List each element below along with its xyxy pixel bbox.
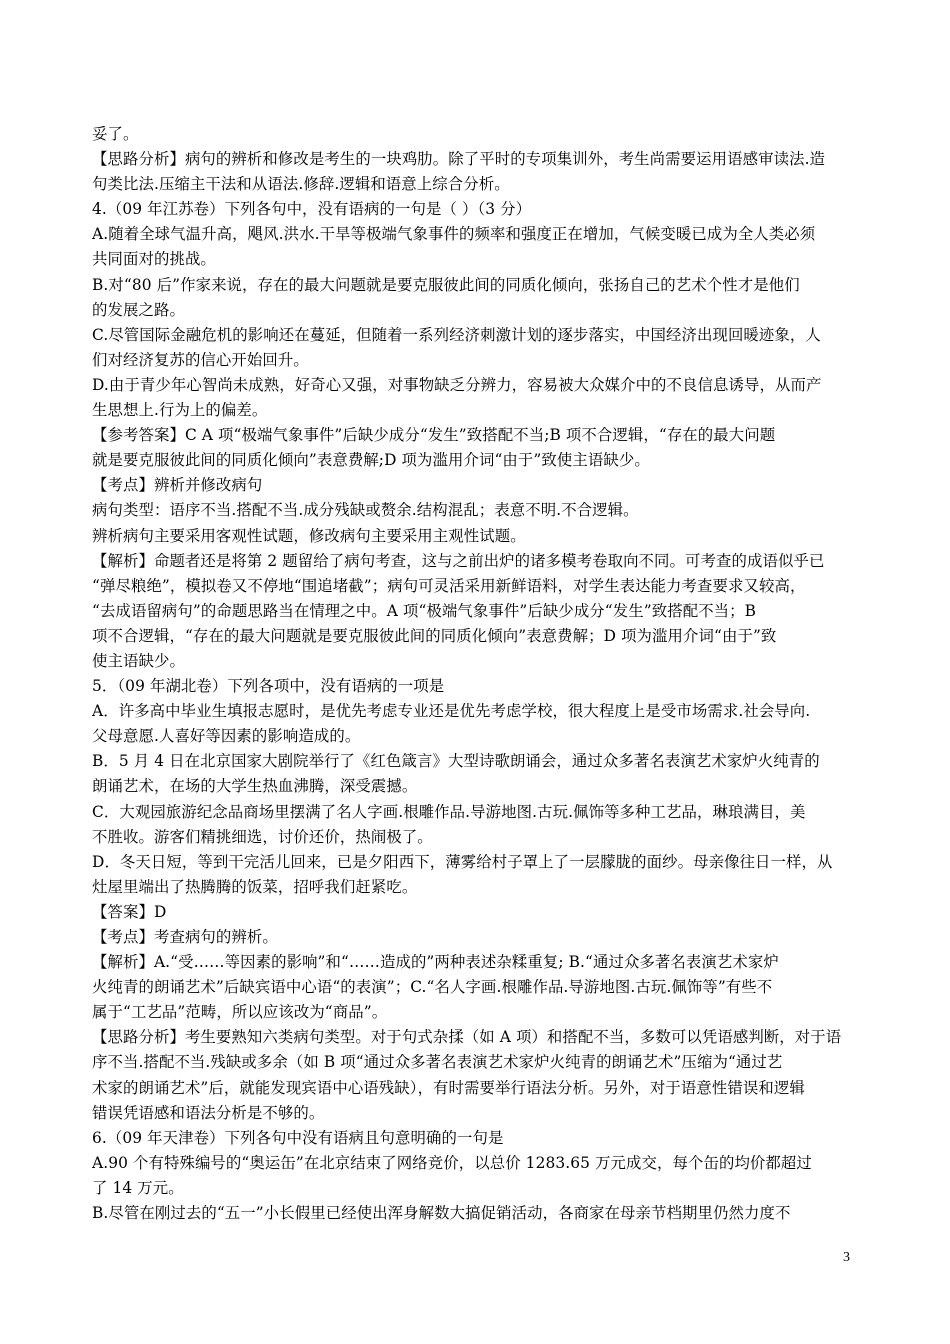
text-line bbox=[92, 1226, 862, 1251]
text-line: 【解析】命题者还是将第 2 题留给了病句考查，这与之前出炉的诸多模考卷取向不同。可考查的成语似乎已 bbox=[92, 551, 825, 570]
text-line: 4.（09 年江苏卷）下列各句中，没有语病的一句是（ ）（3 分） bbox=[92, 200, 532, 219]
text-line: 属于“工艺品”范畴，所以应该改为“商品”。 bbox=[92, 1003, 388, 1022]
text-line: B.对“80 后”作家来说，存在的最大问题就是要克服彼此间的同质化倾向，张扬自己的艺术个性才是他们 bbox=[92, 275, 800, 294]
text-line: “弹尽粮绝”，模拟卷又不停地“围追堵截”；病句可灵活采用新鲜语料，对学生表达能力考查要求又较高， bbox=[92, 576, 806, 595]
text-line: 【答案】D bbox=[92, 902, 167, 921]
text-line: 错误凭语感和语法分析是不够的。 bbox=[92, 1103, 325, 1122]
text-line: 句类比法.压缩主干法和从语法.修辞.逻辑和语意上综合分析。 bbox=[92, 175, 510, 194]
text-line: 序不当.搭配不当.残缺或多余（如 B 项“通过众多著名表演艺术家炉火纯青的朗诵艺术”压缩为“通过艺 bbox=[92, 1053, 783, 1072]
text-line: 使主语缺少。 bbox=[92, 651, 185, 670]
text-line: 项不合逻辑，“存在的最大问题就是要克服彼此间的同质化倾向”表意费解；D 项为滥用介词“由于”致 bbox=[92, 626, 777, 645]
text-line: A.随着全球气温升高，飓风.洪水.干旱等极端气象事件的频率和强度正在增加，气候变暖已成为全人类必须 bbox=[92, 225, 816, 244]
text-line: 【思路分析】病句的辨析和修改是考生的一块鸡肋。除了平时的专项集训外，考生尚需要运用语感审读法.造 bbox=[92, 150, 826, 169]
page-number: 3 bbox=[843, 1250, 850, 1265]
text-line: 【考点】辨析并修改病句 bbox=[92, 476, 263, 495]
text-line: “去成语留病句”的命题思路当在情理之中。A 项“极端气象事件”后缺少成分“发生”致搭配不当；B bbox=[92, 601, 757, 620]
text-line: D.由于青少年心智尚未成熟，好奇心又强，对事物缺乏分辨力，容易被大众媒介中的不良信息诱导，从而产 bbox=[92, 375, 822, 394]
text-line: 5．（09 年湖北卷）下列各项中，没有语病的一项是 bbox=[92, 677, 445, 696]
text-line: B.尽管在刚过去的“五一”小长假里已经使出浑身解数大搞促销活动，各商家在母亲节档期里仍然力度不 bbox=[92, 1204, 791, 1223]
text-line: 6.（09 年天津卷）下列各句中没有语病且句意明确的一句是 bbox=[92, 1128, 504, 1147]
text-line: 了 14 万元。 bbox=[92, 1178, 184, 1197]
text-line: 就是要克服彼此间的同质化倾向”表意费解;D 项为滥用介词“由于”致使主语缺少。 bbox=[92, 451, 650, 470]
text-line: 【解析】A.“受……等因素的影响”和“……造成的”两种表述杂糅重复; B.“通过众多著名表演艺术家炉 bbox=[92, 953, 779, 972]
text-line: 不胜收。游客们精挑细选，讨价还价，热闹极了。 bbox=[92, 827, 433, 846]
text-line: 辨析病句主要采用客观性试题，修改病句主要采用主观性试题。 bbox=[92, 526, 526, 545]
text-line: 妥了。 bbox=[92, 125, 139, 143]
text-line: 【思路分析】考生要熟知六类病句类型。对于句式杂揉（如 A 项）和搭配不当，多数可以凭语感判断，对于语 bbox=[92, 1028, 842, 1047]
text-line: 火纯青的朗诵艺术”后缺宾语中心语“的表演”；C.“名人字画.根雕作品.导游地图.古玩.佩饰等”有些不 bbox=[92, 978, 773, 997]
text-line: 朗诵艺术，在场的大学生热血沸腾，深受震撼。 bbox=[92, 777, 418, 796]
text-line: 共同面对的挑战。 bbox=[92, 250, 216, 269]
text-line: A．许多高中毕业生填报志愿时，是优先考虑专业还是优先考虑学校，很大程度上是受市场需求.社会导向. bbox=[92, 702, 811, 721]
text-line: 病句类型：语序不当.搭配不当.成分残缺或赘余.结构混乱；表意不明.不合逻辑。 bbox=[92, 501, 639, 520]
text-line: A.90 个有特殊编号的“奥运缶”在北京结束了网络竞价，以总价 1283.65 万元成交，每个缶的均价都超过 bbox=[92, 1153, 812, 1172]
text-line: C．大观园旅游纪念品商场里摆满了名人字画.根雕作品.导游地图.古玩.佩饰等多种工艺品，琳琅满目，美 bbox=[92, 802, 806, 821]
text-line: B．5 月 4 日在北京国家大剧院举行了《红色箴言》大型诗歌朗诵会，通过众多著名表演艺术家炉火纯青的 bbox=[92, 752, 820, 771]
text-line: 【参考答案】C A 项“极端气象事件”后缺少成分“发生”致搭配不当;B 项不合逻辑，“存在的最大问题 bbox=[92, 426, 776, 445]
text-line: 【考点】考查病句的辨析。 bbox=[92, 928, 278, 946]
text-line: 生思想上.行为上的偏差。 bbox=[92, 401, 268, 420]
text-line: 术家的朗诵艺术”后，就能发现宾语中心语残缺），有时需要举行语法分析。另外，对于语意性错误和逻辑 bbox=[92, 1078, 805, 1097]
text-line: C.尽管国际金融危机的影响还在蔓延，但随着一系列经济刺激计划的逐步落实，中国经济出现回暖迹象，人 bbox=[92, 325, 821, 344]
text-line: 灶屋里端出了热腾腾的饭菜，招呼我们赶紧吃。 bbox=[92, 877, 418, 896]
text-line: D．冬天日短，等到干完活儿回来，已是夕阳西下，薄雾给村子罩上了一层朦胧的面纱。母亲像往日一样，从 bbox=[92, 852, 833, 871]
text-line: 的发展之路。 bbox=[92, 300, 185, 319]
document-body bbox=[92, 122, 862, 1251]
text-line: 们对经济复苏的信心开始回升。 bbox=[92, 350, 309, 369]
text-line: 父母意愿.人喜好等因素的影响造成的。 bbox=[92, 727, 361, 746]
